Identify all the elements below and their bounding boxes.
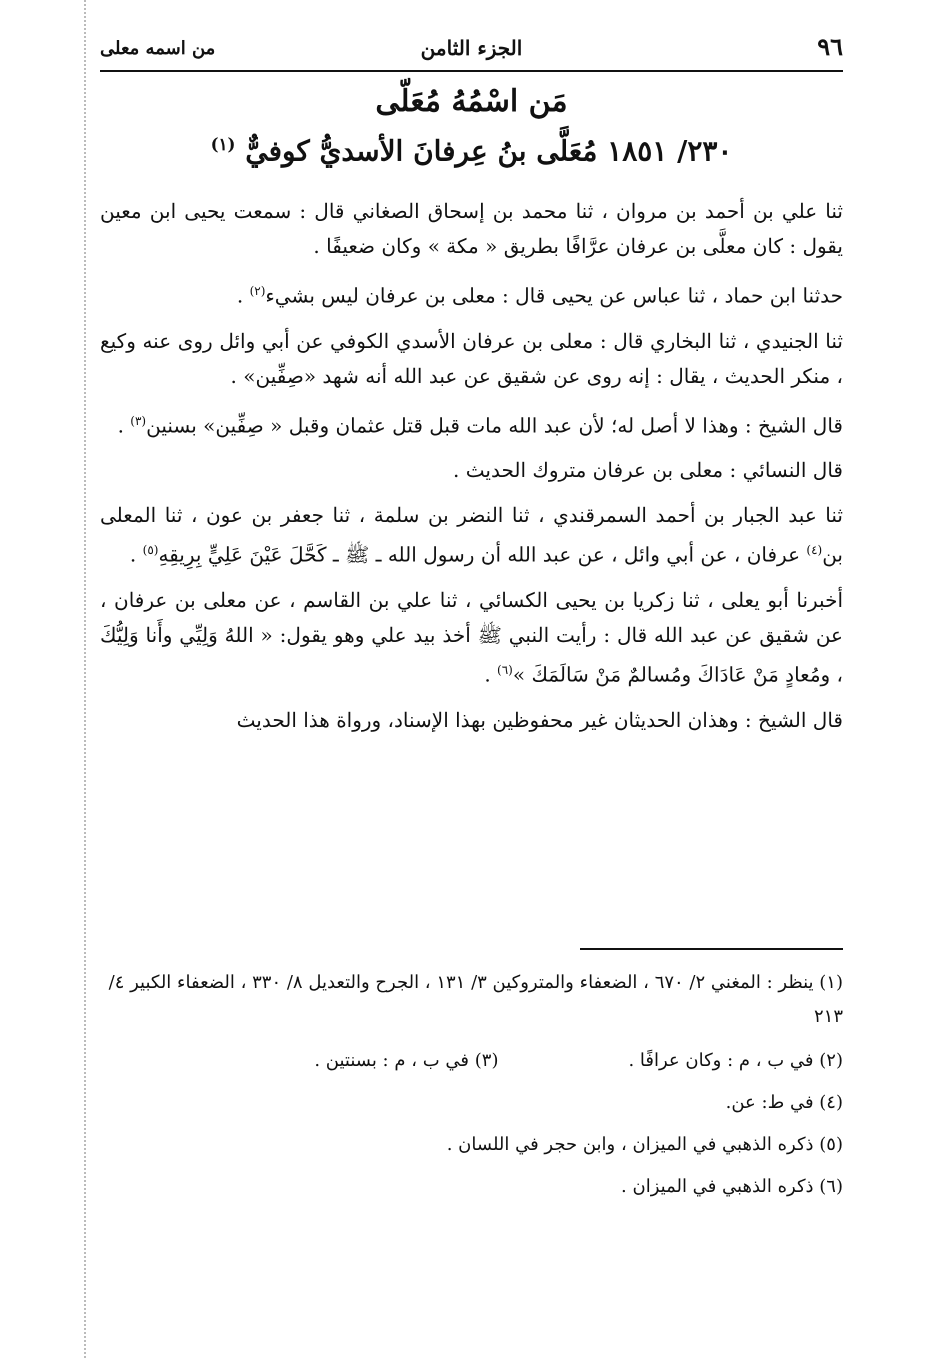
paragraph-text: ثنا عبد الجبار بن أحمد السمرقندي ، ثنا النضر بن سلمة ، ثنا جعفر بن عون ، ثنا المعلى بن [100, 503, 843, 567]
paragraph [100, 274, 843, 314]
paragraph-tail: . [117, 413, 131, 438]
paragraph [100, 498, 843, 573]
chapter-short-title: من اسمه معلى [100, 38, 216, 59]
paragraph-text: قال الشيخ : وهذا لا أصل له؛ لأن عبد الله مات قبل قتل عثمان وقبل « صِفِّين» بسنين [146, 413, 843, 438]
entry-title [100, 134, 843, 167]
paragraph [100, 194, 843, 264]
paragraph-text: قال النسائي : معلى بن عرفان متروك الحديث . [453, 458, 843, 483]
footnote: (٢) في ب ، م : وكان عرافًا . [628, 1050, 843, 1071]
footnote-ref: (٣) [130, 413, 147, 428]
main-text [100, 194, 843, 748]
footnote-separator [580, 948, 843, 950]
paragraph [100, 583, 843, 693]
paragraph-text: ثنا علي بن أحمد بن مروان ، ثنا محمد بن إسحاق الصغاني قال : سمعت يحيى ابن معين يقول : كان معلَّى بن عرفان عرَّافًا بطريق « مكة » وكان ضعيفًا . [100, 199, 843, 258]
paragraph [100, 703, 843, 738]
footnote-ref: (٦) [497, 662, 513, 677]
paragraph-text: ثنا الجنيدي ، ثنا البخاري قال : معلى بن عرفان الأسدي الكوفي عن أبي وائل روى عنه وكيع ، منكر الحديث ، يقال : إنه روى عن شقيق عن عبد الله أنه شهد «صِفِّين» . [100, 328, 843, 388]
footnote: (٦) ذكره الذهبي في الميزان . [621, 1176, 843, 1197]
footnote: (١) ينظر : المغني ٢/ ٦٧٠ ، الضعفاء والمتروكين ٣/ ١٣١ ، الجرح والتعديل ٨/ ٣٣٠ ، الضعفاء الكبير ٤/ ٢١٣ [108, 972, 843, 1027]
chapter-title: مَن اسْمُهُ مُعَلّى [375, 84, 568, 119]
entry-title-text: ٢٣٠/ ١٨٥١ مُعَلَّى بنُ عِرفانَ الأسديُّ كوفيٌّ [245, 134, 733, 168]
scan-edge-dots [84, 0, 86, 1358]
paragraph-tail: . [129, 542, 143, 567]
footnote-row [100, 1040, 843, 1082]
paragraph-text: أخبرنا أبو يعلى ، ثنا زكريا بن يحيى الكسائي ، ثنا علي بن القاسم ، عن معلى بن عرفان ، عن شقيق عن عبد الله قال : رأيت النبي ﷺ أخذ بيد علي وهو يقول: « اللهُ وَلِيِّي وأَنا وَلِيُّكَ ، ومُعادٍ مَنْ عَادَاكَ ومُسالمٌ مَنْ سَالَمَكَ » [100, 587, 843, 687]
running-header [100, 30, 843, 66]
footnote: (٥) ذكره الذهبي في الميزان ، وابن حجر في اللسان . [446, 1134, 843, 1155]
header-rule [100, 70, 843, 72]
footnote-ref: (٥) [142, 543, 159, 558]
paragraph-text: حدثنا ابن حماد ، ثنا عباس عن يحيى قال : معلى بن عرفان ليس بشيء [265, 283, 843, 308]
paragraph-tail: عرفان ، عن أبي وائل ، عن عبد الله أن رسول الله ـ ﷺ ـ كَحَّلَ عَيْنَ عَلِيٍّ بِرِيقِهِ [158, 542, 807, 567]
paragraph-text: قال الشيخ : وهذان الحديثان غير محفوظين بهذا الإسناد، ورواة هذا الحديث [236, 707, 843, 732]
footnote: (٣) في ب ، م : بسنتين . [314, 1050, 499, 1071]
part-title: الجزء الثامن [420, 36, 523, 60]
footnote: (٤) في ط: عن. [725, 1092, 843, 1113]
paragraph [100, 453, 843, 488]
paragraph-tail: . [236, 283, 250, 308]
paragraph [100, 324, 843, 394]
footnote-ref: (١) [210, 134, 236, 154]
paragraph [100, 404, 843, 444]
footnote-ref: (٢) [249, 284, 266, 298]
paragraph-tail: . [484, 662, 498, 687]
footnotes [100, 966, 843, 1208]
page-number: ٩٦ [817, 32, 843, 61]
footnote-ref: (٤) [806, 543, 823, 558]
